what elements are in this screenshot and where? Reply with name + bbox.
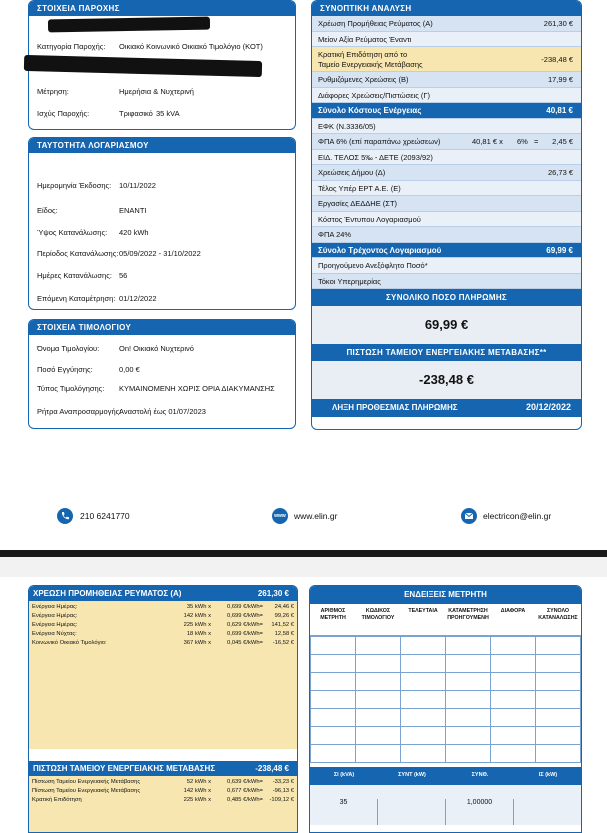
pay-total-value: 69,99 € — [312, 306, 581, 344]
detail-amount: -33,23 € — [272, 779, 294, 785]
metering-value: Ημερήσια & Νυχτερινή — [119, 87, 194, 96]
meter-cell — [491, 655, 536, 673]
account-row-value: ΕΝΑΝΤΙ — [119, 206, 147, 215]
summary-row-label: ΦΠΑ 6% (επί παραπάνω χρεώσεων) — [318, 137, 441, 146]
summary-panel — [311, 0, 582, 430]
page-gap — [0, 557, 607, 577]
meter-footer-header: ΙΣ (kW) — [538, 772, 558, 778]
meter-cell — [311, 637, 356, 655]
credit-block-header — [29, 761, 297, 776]
detail-amount: 24,46 € — [274, 604, 294, 610]
meter-table-row — [311, 655, 581, 673]
metering-label: Μέτρηση: — [37, 87, 69, 96]
detail-rate: 0,699 €/kWh= — [227, 613, 263, 619]
detail-amount: 141,52 € — [271, 622, 294, 628]
detail-label: Κρατική Επιδότηση — [32, 797, 82, 803]
current-total-row — [312, 243, 581, 259]
meter-column-header: ΚΑΤΑΜΕΤΡΗΣΗ ΠΡΟΗΓΟΥΜΕΝΗ — [447, 608, 489, 621]
meter-cell — [536, 637, 581, 655]
meter-cell — [491, 673, 536, 691]
due-row — [312, 399, 581, 417]
account-panel — [28, 137, 296, 310]
vat-base: 40,81 € x — [472, 137, 503, 146]
detail-label: Κοινωνικό Οικιακό Τιμολόγιο: — [32, 640, 107, 646]
tariff-row-value: Αναστολή έως 01/07/2023 — [119, 407, 206, 416]
detail-rate: 0,485 €/kWh= — [227, 797, 263, 803]
category-value: Οικιακό Κοινωνικό Οικιακό Τιμολόγιο (ΚΟΤ) — [119, 42, 263, 51]
meter-cell — [311, 745, 356, 763]
summary-row-label: Τέλος Υπέρ ΕΡΤ Α.Ε. (Ε) — [318, 183, 401, 193]
meter-cell — [536, 709, 581, 727]
credit-block-total: -238,48 € — [255, 764, 289, 773]
meter-footer-header: ΣΥΝΘ. — [471, 772, 489, 778]
power-value: 35 kVA — [156, 109, 180, 118]
detail-row — [29, 797, 297, 806]
detail-qty: 35 kWh x — [186, 604, 211, 610]
meter-cell — [356, 727, 401, 745]
tariff-row-label: Ρήτρα Αναπροσαρμογής: — [37, 407, 122, 416]
detail-qty: 225 kWh x — [183, 797, 211, 803]
meter-column-header: ΚΩΔΙΚΟΣ ΤΙΜΟΛΟΓΙΟΥ — [361, 608, 395, 621]
detail-amount: -16,52 € — [272, 640, 294, 646]
detail-rate: 0,699 €/kWh= — [227, 604, 263, 610]
meter-cell — [311, 709, 356, 727]
summary-row-label: Κόστος Έντυπου Λογαριασμού — [318, 214, 421, 224]
detail-row — [29, 622, 297, 631]
meter-cell — [446, 655, 491, 673]
meter-cell — [401, 655, 446, 673]
meter-cell — [401, 709, 446, 727]
summary-row-label: Εργασίες ΔΕΔΔΗΕ (ΣΤ) — [318, 199, 398, 208]
detail-qty: 142 kWh x — [183, 613, 211, 619]
energy-total-label: Σύνολο Κόστους Ενέργειας — [318, 106, 422, 115]
account-row-label: Ημερομηνία Έκδοσης: — [37, 181, 112, 190]
detail-row — [29, 779, 297, 788]
account-row-value: 420 kWh — [119, 228, 149, 237]
detail-rate: 0,639 €/kWh= — [227, 779, 263, 785]
account-title: ΤΑΥΤΟΤΗΤΑ ΛΟΓΑΡΙΑΣΜΟΥ — [29, 138, 295, 153]
meter-cell — [491, 745, 536, 763]
meter-cell — [401, 691, 446, 709]
meter-table-row — [311, 709, 581, 727]
detail-label: Πίστωση Ταμείου Ενεργειακής Μετάβασης — [32, 788, 141, 794]
summary-row-value: 261,30 € — [543, 19, 573, 28]
meter-footer-value — [514, 799, 582, 825]
meter-cell — [491, 637, 536, 655]
summary-row — [312, 72, 581, 88]
detail-qty: 52 kWh x — [186, 779, 211, 785]
detail-label: Ενέργεια Ημέρας: — [32, 604, 78, 610]
summary-row-label: Προηγούμενο Ανεξόφλητο Ποσό* — [318, 261, 428, 270]
meter-cell — [356, 673, 401, 691]
summary-row-value: 26,73 € — [547, 168, 573, 177]
detail-rate: 0,045 €/kWh= — [227, 640, 263, 646]
detail-row — [29, 631, 297, 640]
meter-table-row — [311, 691, 581, 709]
summary-row — [312, 212, 581, 228]
summary-row-value: 2,45 € — [552, 137, 573, 146]
meter-cell — [311, 655, 356, 673]
meter-footer-header: ΣΙ (kVA) — [333, 772, 355, 778]
vat-percent: 6% — [517, 137, 528, 146]
tariff-row-label: Ποσό Εγγύησης: — [37, 365, 93, 374]
summary-row-label: Διάφορες Χρεώσεις/Πιστώσεις (Γ) — [318, 90, 431, 100]
meter-cell — [311, 727, 356, 745]
summary-row-label: Μείον Αξία Ρεύματος Έναντι — [318, 34, 412, 44]
meter-cell — [536, 673, 581, 691]
meter-cell — [356, 691, 401, 709]
meter-cell — [536, 691, 581, 709]
detail-row — [29, 640, 297, 649]
tariff-panel — [28, 319, 296, 429]
summary-row — [312, 165, 581, 181]
account-row-value: 10/11/2022 — [119, 181, 156, 190]
meter-cell — [446, 727, 491, 745]
meter-title: ΕΝΔΕΙΞΕΙΣ ΜΕΤΡΗΤΗ — [310, 586, 581, 604]
credit-value: -238,48 € — [312, 361, 581, 399]
detail-rate: 0,699 €/kWh= — [227, 631, 263, 637]
summary-row-label: Κρατική Επιδότηση από το — [318, 50, 408, 59]
supply-charge-total: 261,30 € — [257, 589, 289, 598]
due-value: 20/12/2022 — [525, 402, 571, 412]
meter-footer-value — [378, 799, 446, 825]
summary-row — [312, 181, 581, 197]
meter-cell — [446, 709, 491, 727]
tariff-row-value: 0,00 € — [119, 365, 140, 374]
detail-amount: 12,58 € — [274, 631, 294, 637]
meter-cell — [446, 673, 491, 691]
meter-cell — [491, 727, 536, 745]
account-row-label: Είδος: — [37, 206, 58, 215]
tariff-row-value: ΚΥΜΑΙΝΟΜΕΝΗ ΧΩΡΙΣ ΟΡΙΑ ΔΙΑΚΥΜΑΝΣΗΣ — [119, 384, 275, 393]
detail-amount: -109,12 € — [269, 797, 294, 803]
power-phase: Τριφασικό — [119, 109, 153, 118]
meter-cell — [311, 673, 356, 691]
meter-column-header: ΣΥΝΟΛΟ ΚΑΤΑΝΑΛΩΣΗΣ — [538, 608, 578, 621]
meter-column-header: ΔΙΑΦΟΡΑ — [500, 608, 526, 614]
tariff-row-label: Τύπος Τιμολόγησης: — [37, 384, 105, 393]
summary-row — [312, 150, 581, 166]
category-label: Κατηγορία Παροχής: — [37, 42, 106, 51]
detail-rate: 0,629 €/kWh= — [227, 622, 263, 628]
meter-cell — [446, 691, 491, 709]
tariff-title: ΣΤΟΙΧΕΙΑ ΤΙΜΟΛΟΓΙΟΥ — [29, 320, 295, 335]
summary-row-value: -238,48 € — [541, 55, 573, 64]
meter-cell — [311, 691, 356, 709]
meter-panel — [309, 585, 582, 833]
meter-cell — [401, 673, 446, 691]
energy-total-value: 40,81 € — [546, 106, 573, 115]
detail-label: Ενέργεια Νύχτας: — [32, 631, 77, 637]
meter-cell — [536, 655, 581, 673]
account-row-label: Ημέρες Κατανάλωσης: — [37, 271, 112, 280]
phone-icon — [57, 508, 73, 524]
meter-table-row — [311, 745, 581, 763]
detail-row — [29, 604, 297, 613]
detail-row — [29, 788, 297, 797]
summary-row — [312, 227, 581, 243]
email-link[interactable]: electricon@elin.gr — [483, 511, 552, 521]
account-row-label: Ύψος Κατανάλωσης: — [37, 228, 108, 237]
credit-label: ΠΙΣΤΩΣΗ ΤΑΜΕΙΟΥ ΕΝΕΡΓΕΙΑΚΗΣ ΜΕΤΑΒΑΣΗΣ** — [312, 344, 581, 361]
summary-row — [312, 16, 581, 32]
meter-cell — [356, 637, 401, 655]
current-total-value: 69,99 € — [546, 245, 573, 255]
summary-row-label-2: Ταμείο Ενεργειακής Μετάβασης — [318, 60, 423, 69]
summary-row — [312, 274, 581, 290]
energy-total-row — [312, 103, 581, 119]
detail-qty: 142 kWh x — [183, 788, 211, 794]
power-label: Ισχύς Παροχής: — [37, 109, 90, 118]
detail-amount: 99,26 € — [274, 613, 294, 619]
summary-row-label: Τόκοι Υπερημερίας — [318, 276, 381, 286]
meter-cell — [401, 727, 446, 745]
detail-rate: 0,677 €/kWh= — [227, 788, 263, 794]
meter-table — [310, 636, 581, 763]
phone-number[interactable]: 210 6241770 — [80, 511, 130, 521]
summary-row — [312, 196, 581, 212]
detail-qty: 225 kWh x — [183, 622, 211, 628]
summary-row-label: ΕΦΚ (Ν.3336/05) — [318, 121, 376, 131]
summary-row — [312, 134, 581, 150]
summary-row-value: 17,99 € — [547, 75, 573, 84]
web-link[interactable]: www.elin.gr — [294, 511, 338, 521]
meter-column-header: ΑΡΙΘΜΟΣ ΜΕΤΡΗΤΗ — [320, 608, 346, 621]
meter-cell — [491, 691, 536, 709]
meter-table-row — [311, 637, 581, 655]
detail-qty: 18 kWh x — [186, 631, 211, 637]
supply-title: ΣΤΟΙΧΕΙΑ ΠΑΡΟΧΗΣ — [29, 1, 295, 16]
meter-column-header: ΤΕΛΕΥΤΑΙΑ — [408, 608, 438, 614]
web-icon: www — [272, 508, 288, 524]
meter-footer-value: 1,00000 — [446, 799, 514, 825]
meter-cell — [401, 637, 446, 655]
tariff-row-value: On! Οικιακό Νυχτερινό — [119, 344, 194, 353]
meter-cell — [536, 727, 581, 745]
meter-cell — [536, 745, 581, 763]
due-label: ΛΗΞΗ ΠΡΟΘΕΣΜΙΑΣ ΠΛΗΡΩΜΗΣ — [332, 403, 458, 412]
meter-cell — [401, 745, 446, 763]
account-row-label: Περίοδος Κατανάλωσης: — [37, 249, 119, 258]
credit-block-title: ΠΙΣΤΩΣΗ ΤΑΜΕΙΟΥ ΕΝΕΡΓΕΙΑΚΗΣ ΜΕΤΑΒΑΣΗΣ — [33, 764, 216, 773]
summary-row — [312, 47, 581, 72]
supply-charge-header — [29, 586, 297, 601]
meter-cell — [356, 709, 401, 727]
detail-label: Πίστωση Ταμείου Ενεργειακής Μετάβασης — [32, 779, 141, 785]
page-separator — [0, 550, 607, 557]
meter-footer-header: ΣΥΝΤ (kW) — [398, 772, 426, 778]
tariff-row-label: Όνομα Τιμολογίου: — [37, 344, 100, 353]
meter-cell — [356, 655, 401, 673]
account-row-label: Επόμενη Καταμέτρηση: — [37, 294, 116, 303]
vat-equals: = — [534, 137, 539, 146]
account-row-value: 01/12/2022 — [119, 294, 157, 303]
email-icon — [461, 508, 477, 524]
meter-footer-value: 35 — [310, 799, 378, 825]
meter-table-row — [311, 673, 581, 691]
detail-label: Ενέργεια Ημέρας: — [32, 613, 78, 619]
summary-row-label: Χρέωση Προμήθειας Ρεύματος (Α) — [318, 19, 433, 28]
account-row-value: 56 — [119, 271, 128, 280]
summary-row-label: ΦΠΑ 24% — [318, 230, 352, 239]
account-row-value: 05/09/2022 - 31/10/2022 — [119, 249, 201, 258]
meter-table-row — [311, 727, 581, 745]
summary-row-label: ΕΙΔ. ΤΕΛΟΣ 5‰ - ΔΕΤΕ (2093/92) — [318, 152, 433, 162]
summary-row — [312, 88, 581, 104]
current-total-label: Σύνολο Τρέχοντος Λογαριασμού — [318, 245, 442, 255]
meter-cell — [356, 745, 401, 763]
supply-charge-title: ΧΡΕΩΣΗ ΠΡΟΜΗΘΕΙΑΣ ΡΕΥΜΑΤΟΣ (Α) — [33, 589, 182, 598]
meter-cell — [446, 637, 491, 655]
summary-row-label: Χρεώσεις Δήμου (Δ) — [318, 168, 386, 177]
pay-total-label: ΣΥΝΟΛΙΚΟ ΠΟΣΟ ΠΛΗΡΩΜΗΣ — [312, 289, 581, 306]
meter-cell — [491, 709, 536, 727]
summary-row — [312, 258, 581, 274]
summary-row — [312, 119, 581, 135]
detail-label: Ενέργεια Ημέρας: — [32, 622, 78, 628]
meter-cell — [446, 745, 491, 763]
detail-qty: 367 kWh x — [183, 640, 211, 646]
summary-title: ΣΥΝΟΠΤΙΚΗ ΑΝΑΛΥΣΗ — [312, 1, 581, 16]
summary-row-label: Ρυθμιζόμενες Χρεώσεις (Β) — [318, 75, 409, 84]
supply-charge-panel — [28, 585, 298, 833]
detail-amount: -96,13 € — [272, 788, 294, 794]
summary-row — [312, 32, 581, 48]
detail-row — [29, 613, 297, 622]
